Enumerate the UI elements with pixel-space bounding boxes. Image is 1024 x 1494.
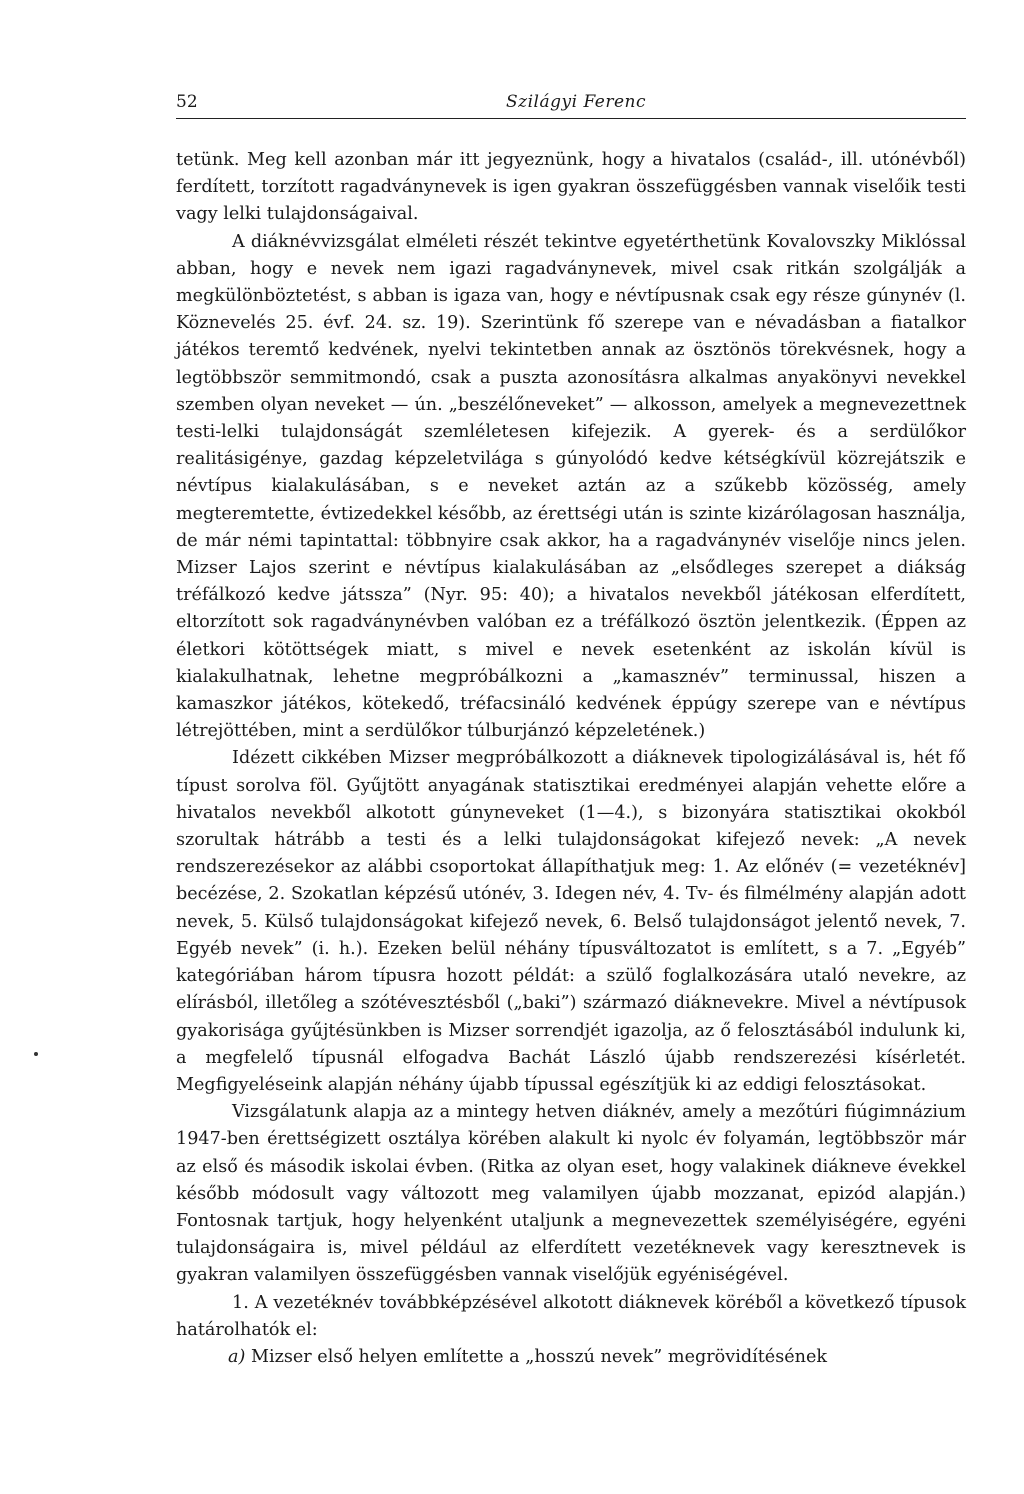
paragraph-typology: Idézett cikkében Mizser megpróbálkozott a diáknevek tipologizálásával is, hét fő típust sorolva föl. Gyűjtött anyagának statisztikai eredményei alapján vehette előre a hivatalos nevekből alkotott gúnyneveket (1—4.), s bizonyára statisztikai okokból szorultak hátrább a testi és a lelki tulajdonságokat kifejező nevek: „A nevek rendszerezésekor az alábbi csoportokat állapíthatjuk meg: 1. Az előnév (= vezetéknév] becézése, 2. Szokatlan képzésű utónév, 3. Idegen név, 4. Tv- és filmélmény alapján adott nevek, 5. Külső tulajdonságokat kifejező nevek, 6. Belső tulajdonságot jelentő nevek, 7. Egyéb nevek” (i. h.). Ezeken belül néhány típusváltozatot is említett, s a 7. „Egyéb” kategóriában három típusra hozott példát: a szülő foglalkozására utaló nevekre, az elírásból, illetőleg a szótévesztésből („baki”) származó diáknevekre. Mivel a névtípusok gyakorisága gyűjtésünkben is Mizser sorrendjét igazolja, az ő felosztásából indulunk ki, a megfelelő típusnál elfogadva Bachát László újabb rendszerezési kísérletét. Megfigyeléseink alapján néhány újabb típussal egészítjük ki az eddigi felosztásokat. <box>176 748 966 1095</box>
page <box>176 88 966 1371</box>
page-number: 52 <box>176 92 198 112</box>
running-head-author: Szilágyi Ferenc <box>506 92 647 112</box>
list-item-a <box>176 1344 966 1371</box>
margin-mark <box>34 1052 38 1056</box>
paragraph-theory: A diáknévvizsgálat elméleti részét tekintve egyetérthetünk Kovalovszky Miklóssal abban, hogy e nevek nem igazi ragadványnevek, mivel csak ritkán szolgálják a megkülönböztetést, s abban is igaza van, hogy e névtípusnak csak egy része gúnynév (l. Köznevelés 25. évf. 24. sz. 19). Szerintünk fő szerepe van e névadásban a fiatalkor játékos teremtő kedvének, nyelvi tekintetben annak az ösztönös törekvésnek, hogy a legtöbbször semmitmondó, csak a puszta azonosításra alkalmas anyakönyvi nevekkel szemben olyan neveket — ún. „beszélőneveket” — alkosson, amelyek a megnevezettnek testi-lelki tulajdonságát szemléletesen kifejezik. A gyerek- és a serdülőkor realitásigénye, gazdag képzeletvilága s gúnyolódó kedve kétségkívül közrejátszik e névtípus kialakulásában, s e neveket aztán az a szűkebb közösség, amely megteremtette, évtizedekkel később, az érettségi után is szinte kizárólagosan használja, de már némi tapintattal: többnyire csak akkor, ha a ragadványnév viselője nincs jelen. Mizser Lajos szerint e névtípus kialakulásában az „elsődleges szerepet a diákság tréfálkozó kedve játssza” (Nyr. 95: 40); a hivatalos nevekből játékosan elferdített, eltorzított sok ragadványnévben valóban ez a tréfálkozó ösztön jelentkezik. (Éppen az életkori kötöttségek miatt, s mivel e nevek esetenként az iskolán kívül is kialakulhatnak, lehetne megpróbálkozni a „kamasznév” terminussal, hiszen a kamaszkor játékos, kötekedő, tréfacsináló kedvének éppúgy szerepe van e névtípus létrejöttében, mint a serdülőkor túlburjánzó képzeletének.) <box>176 231 966 742</box>
paragraph-continuation: tetünk. Meg kell azonban már itt jegyeznünk, hogy a hivatalos (család-, ill. utónévből) ferdített, torzított ragadványnevek is igen gyakran összefüggésben vannak viselőik testi vagy lelki tulajdonságaival. <box>176 150 966 225</box>
running-head <box>176 88 966 119</box>
paragraph-corpus: Vizsgálatunk alapja az a mintegy hetven diáknév, amely a mezőtúri fiúgimnázium 1947-ben érettségizett osztálya körében alakult ki nyolc év folyamán, legtöbbször már az első és második iskolai évben. (Ritka az olyan eset, hogy valakinek diákneve évekkel később módosult vagy változott meg valamilyen újabb mozzanat, epizód alapján.) Fontosnak tartjuk, hogy helyenként utaljunk a megnevezettek személyiségére, egyéni tulajdonságaira is, mivel például az elferdített vezetéknevek vagy keresztnevek is gyakran valamilyen összefüggésben vannak viselőjük egyéniségével. <box>176 1102 966 1286</box>
list-item-a-text: Mizser első helyen említette a „hosszú nevek” megrövidítésének <box>250 1346 828 1367</box>
body-text <box>176 147 966 1371</box>
paragraph-section-1: 1. A vezetéknév továbbképzésével alkotott diáknevek köréből a következő típusok határolhatók el: <box>176 1292 966 1340</box>
list-item-a-label: a) <box>228 1346 246 1367</box>
